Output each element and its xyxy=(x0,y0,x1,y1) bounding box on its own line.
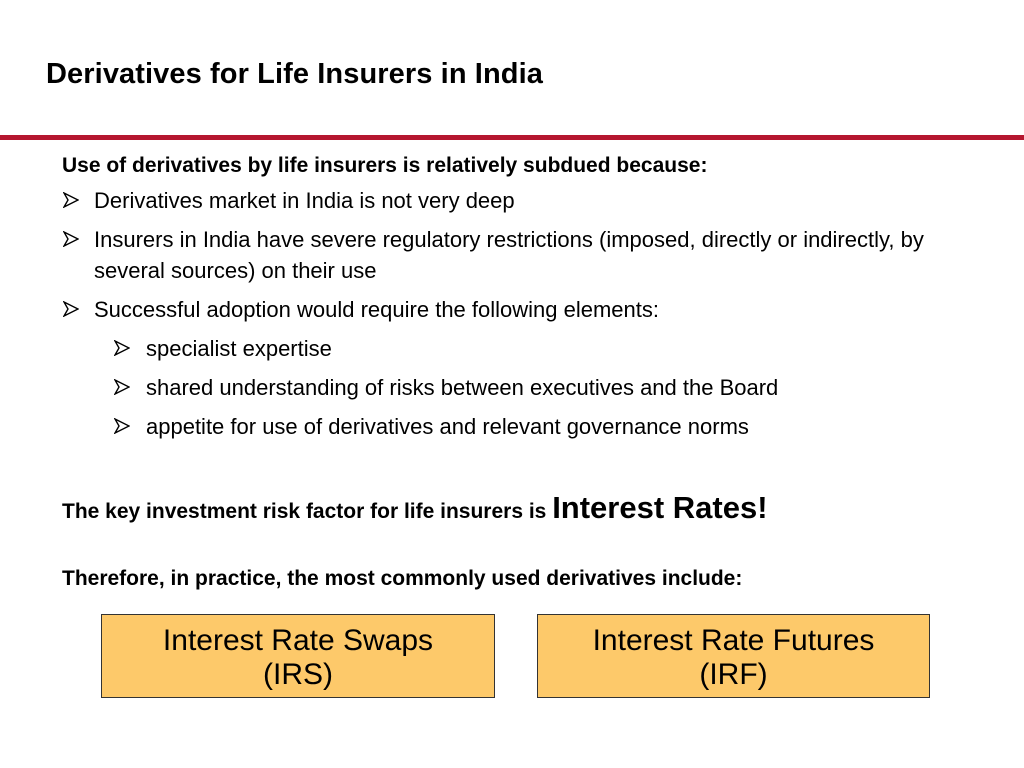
bullet-text: Insurers in India have severe regulatory restrictions (imposed, directly or indirectly, by several sources) on their use xyxy=(94,227,924,283)
arrow-bullet-icon xyxy=(114,418,130,434)
arrow-bullet-icon xyxy=(63,192,79,208)
sub-bullet-item xyxy=(62,333,962,364)
bullet-item xyxy=(62,294,962,325)
bullet-text: Derivatives market in India is not very deep xyxy=(94,188,515,213)
title-divider xyxy=(0,135,1024,140)
arrow-bullet-icon xyxy=(63,231,79,247)
sub-bullet-item xyxy=(62,372,962,403)
arrow-bullet-icon xyxy=(114,340,130,356)
sub-bullet-text: shared understanding of risks between executives and the Board xyxy=(146,375,779,400)
bullet-text: Successful adoption would require the following elements: xyxy=(94,297,659,322)
conclusion-text: Therefore, in practice, the most commonly used derivatives include: xyxy=(62,567,743,590)
key-factor-emphasis: Interest Rates! xyxy=(552,490,768,525)
sub-bullet-text: specialist expertise xyxy=(146,336,332,361)
irf-box xyxy=(537,614,930,698)
intro-heading: Use of derivatives by life insurers is relatively subdued because: xyxy=(62,154,708,177)
slide-body xyxy=(62,152,962,593)
bullet-item xyxy=(62,185,962,216)
irs-box xyxy=(101,614,495,698)
reason-list xyxy=(62,185,962,442)
irf-box-title: Interest Rate Futures xyxy=(592,624,875,657)
irf-box-abbrev: (IRF) xyxy=(699,658,768,691)
slide-title: Derivatives for Life Insurers in India xyxy=(46,58,543,90)
key-factor-prefix: The key investment risk factor for life insurers is xyxy=(62,500,547,523)
sub-bullet-text: appetite for use of derivatives and relevant governance norms xyxy=(146,414,749,439)
bullet-item xyxy=(62,224,962,286)
arrow-bullet-icon xyxy=(114,379,130,395)
arrow-bullet-icon xyxy=(63,301,79,317)
sub-bullet-item xyxy=(62,411,962,442)
irs-box-abbrev: (IRS) xyxy=(263,658,333,691)
key-factor-statement xyxy=(62,488,962,532)
irs-box-title: Interest Rate Swaps xyxy=(162,624,434,657)
